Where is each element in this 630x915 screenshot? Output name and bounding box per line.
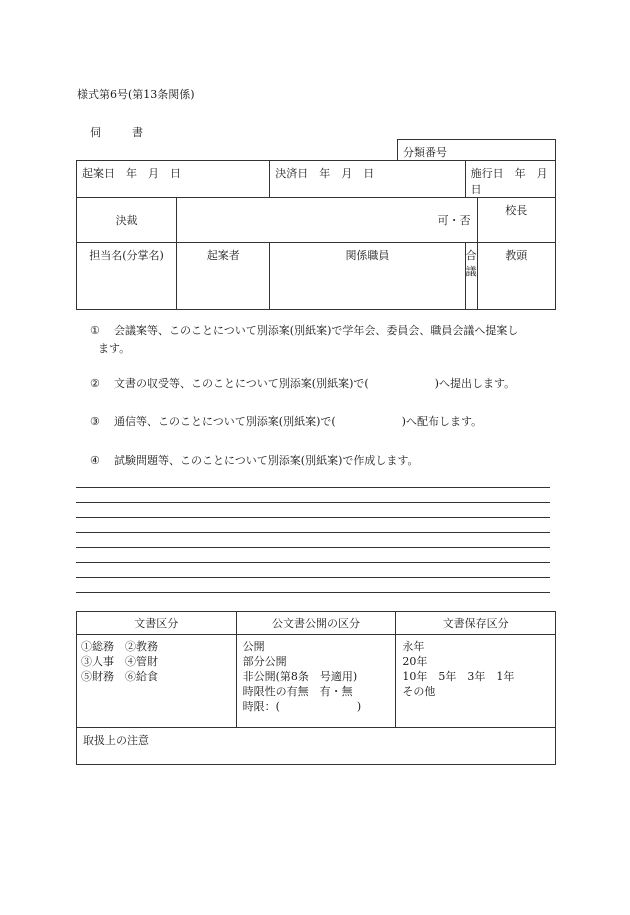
drafted-date-cell [77,161,270,198]
disclosure-cell [236,635,396,728]
item-1-text: 会議案等、このことについて別添案(別紙案)で学年会、委員会、職員会議へ提案し [114,324,519,337]
disclosure-line: 時限性の有無 有・無 [242,685,353,698]
writing-line [76,517,550,518]
item-4 [90,452,418,468]
approval-label: 決裁 [115,214,138,227]
handling-note-cell [77,728,556,765]
disclosure-line: 部分公開 [242,655,287,668]
doc-type-header: 文書区分 [77,612,237,635]
writing-line [76,562,550,563]
writing-line [76,592,550,593]
item-1 [90,322,518,338]
retention-line: 永年 [402,640,425,653]
approval-label-cell [77,198,177,243]
disclosure-line: 非公開(第8条 号適用) [242,670,358,683]
person-in-charge-label: 担当名(分掌名) [89,249,164,262]
writing-line [76,502,550,503]
item-2-number: ② [90,377,100,390]
decided-date-cell [270,161,465,198]
item-4-text: 試験問題等、このことについて別添案(別紙案)で作成します。 [114,454,419,467]
drafter-cell [177,243,270,310]
disclosure-header: 公文書公開の区分 [236,612,396,635]
item-4-number: ④ [90,454,100,467]
writing-line [76,577,550,578]
doc-type-line: ③人事 ④管財 [81,655,158,668]
vice-principal-label: 教頭 [505,249,528,262]
drafted-date: 起案日 年 月 日 [82,167,181,180]
form-id: 様式第6号(第13条関係) [77,88,195,101]
item-3 [90,413,482,429]
form-title: 伺 書 [90,126,153,139]
item-1-number: ① [90,324,100,337]
enforced-date: 施行日 年 月 日 [470,167,559,196]
principal-label: 校長 [505,204,528,217]
approval-result-cell [177,198,477,243]
classification-number-box [397,139,556,161]
writing-line [76,487,550,488]
retention-cell [396,635,556,728]
item-2-text: 文書の収受等、このことについて別添案(別紙案)で( )へ提出します。 [114,377,516,390]
retention-line: 10年 5年 3年 1年 [402,670,515,683]
principal-cell [477,198,555,243]
item-3-number: ③ [90,415,100,428]
item-3-text: 通信等、このことについて別添案(別紙案)で( )へ配布します。 [114,415,483,428]
writing-line [76,547,550,548]
classification-table [76,611,556,765]
approval-result: 可・否 [437,214,471,227]
doc-type-cell [77,635,237,728]
classification-label: 分類番号 [403,146,447,159]
doc-type-line: ①総務 ②教務 [81,640,158,653]
related-staff-cell [270,243,465,310]
person-in-charge-cell [77,243,177,310]
retention-line: その他 [402,685,436,698]
consultation-cell [465,243,477,310]
related-staff-label: 関係職員 [345,249,390,262]
item-2 [90,375,515,391]
approval-table [76,160,559,310]
consultation-label: 合議 [465,249,477,278]
handling-note-label: 取扱上の注意 [83,734,149,747]
vice-principal-cell [477,243,555,310]
writing-line [76,532,550,533]
disclosure-line: 時限：( ) [242,700,362,713]
item-1-continuation: ます。 [98,342,131,355]
disclosure-line: 公開 [242,640,265,653]
enforced-date-cell [465,161,559,198]
drafter-label: 起案者 [206,249,240,262]
retention-line: 20年 [402,655,428,668]
retention-header: 文書保存区分 [396,612,556,635]
decided-date: 決済日 年 月 日 [275,167,375,180]
doc-type-line: ⑤財務 ⑥給食 [81,670,158,683]
